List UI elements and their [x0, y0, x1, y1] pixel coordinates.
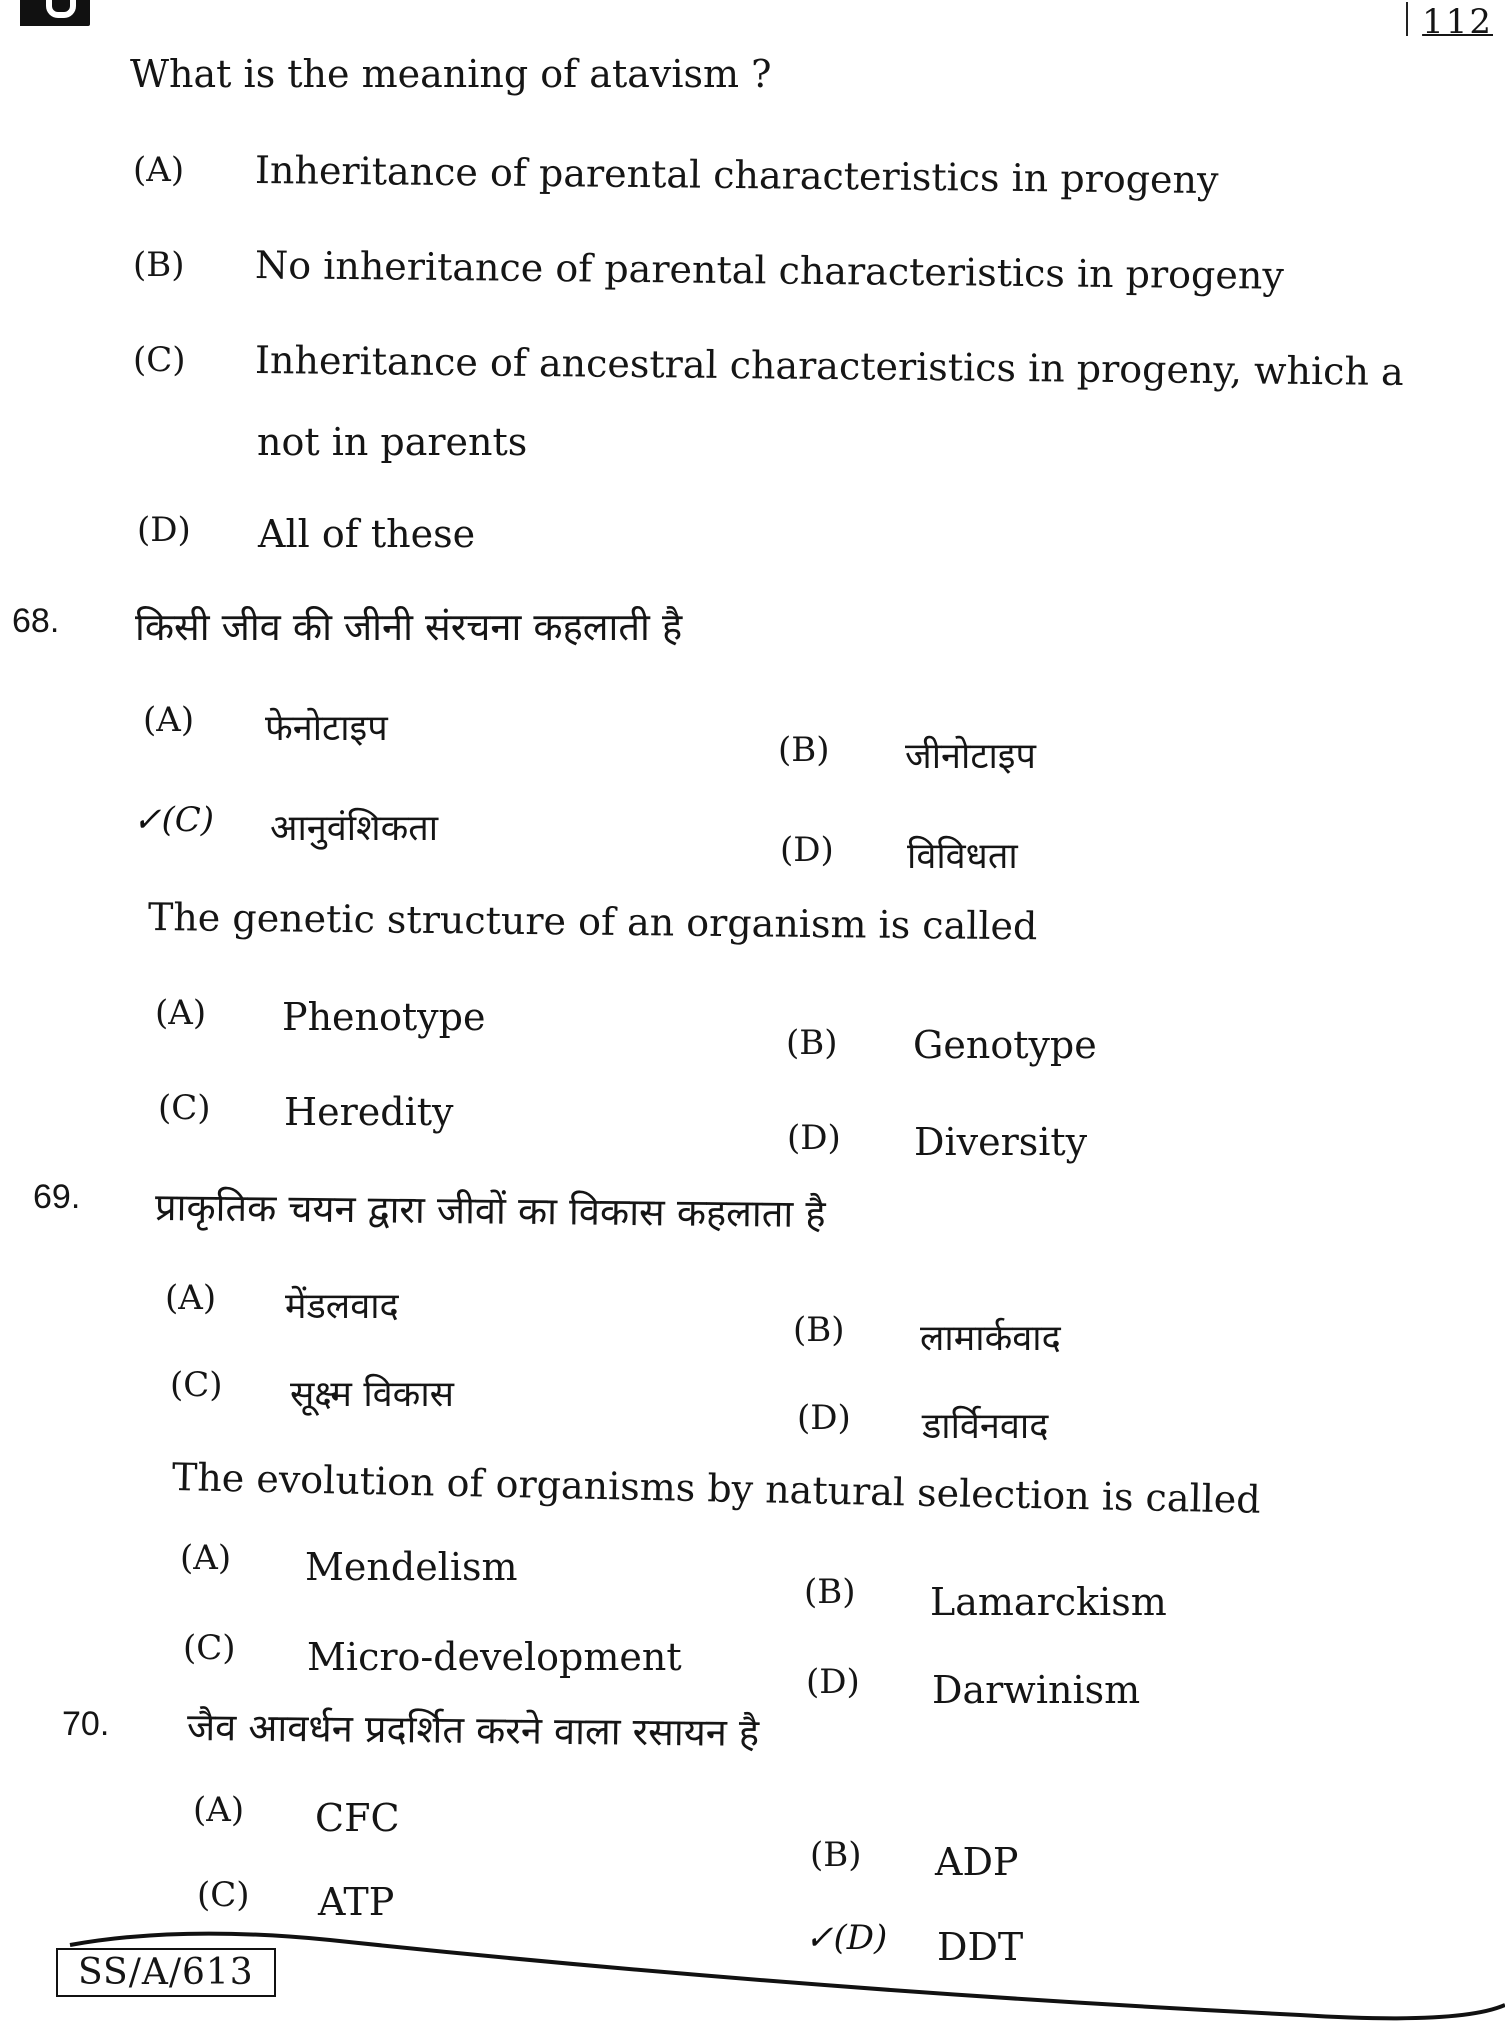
- q68-hi-option-b-text: जीनोटाइप: [905, 736, 1036, 777]
- q69-hi-option-b-text: लामार्कवाद: [920, 1318, 1061, 1359]
- q68-hi-option-c-label-marked: ✓(C): [133, 800, 215, 840]
- divider: [1406, 2, 1408, 36]
- q68-hi-option-d-text: विविधता: [907, 836, 1018, 877]
- q68-en-option-a-text: Phenotype: [282, 995, 486, 1039]
- q69-en-option-d-text: Darwinism: [932, 1668, 1141, 1712]
- question-69-text-en: The evolution of organisms by natural selection is called: [171, 1455, 1262, 1522]
- question-69-number: 69.: [33, 1178, 81, 1216]
- q68-hi-option-a-text: फेनोटाइप: [265, 708, 388, 749]
- q70-option-a-label: (A): [193, 1790, 245, 1830]
- q67-option-c-label: (C): [133, 340, 186, 380]
- q68-en-option-c-text: Heredity: [284, 1090, 454, 1134]
- question-69-text-hi: प्राकृतिक चयन द्वारा जीवों का विकास कहलाता है: [154, 1185, 826, 1237]
- q70-option-b-label: (B): [810, 1835, 862, 1875]
- tick-mark-icon: ✓: [805, 1918, 834, 1958]
- question-68-text-hi: किसी जीव की जीनी संरचना कहलाती है: [135, 605, 683, 649]
- q68-en-option-b-label: (B): [786, 1023, 838, 1063]
- page-number: 112: [1406, 2, 1493, 42]
- q70-option-b-text: ADP: [935, 1840, 1019, 1884]
- q68-hi-option-c-text: आनुवंशिकता: [270, 808, 439, 849]
- q69-hi-option-c-text: सूक्ष्म विकास: [290, 1374, 454, 1415]
- q68-hi-option-d-label: (D): [780, 830, 834, 870]
- q67-option-c-text-line2: not in parents: [257, 420, 528, 464]
- q69-en-option-d-label: (D): [806, 1662, 860, 1702]
- section-corner-tab: [20, 0, 90, 26]
- q67-option-b-label: (B): [133, 245, 185, 285]
- paper-code-box: SS/A/613: [56, 1948, 276, 1997]
- q68-hi-option-a-label: (A): [143, 700, 195, 740]
- q67-option-a-label: (A): [133, 150, 185, 190]
- q69-en-option-a-text: Mendelism: [305, 1545, 518, 1589]
- q69-en-option-a-label: (A): [180, 1538, 232, 1578]
- q67-option-d-text: All of these: [258, 512, 476, 556]
- q68-en-option-c-label: (C): [158, 1088, 211, 1128]
- q68-en-option-d-label: (D): [787, 1118, 841, 1158]
- q69-hi-option-a-text: मेंडलवाद: [285, 1286, 399, 1327]
- q69-hi-option-b-label: (B): [793, 1310, 845, 1350]
- q70-option-a-text: CFC: [315, 1796, 400, 1840]
- q67-option-a-text: Inheritance of parental characteristics in progeny: [254, 148, 1219, 203]
- q69-hi-option-d-text: डार्विनवाद: [922, 1406, 1049, 1447]
- q69-hi-option-c-label: (C): [170, 1365, 223, 1405]
- q67-option-b-text: No inheritance of parental characteristics in progeny: [254, 243, 1285, 298]
- q68-en-option-b-text: Genotype: [913, 1023, 1097, 1067]
- q69-hi-option-a-label: (A): [165, 1278, 217, 1318]
- q70-option-d-label-marked: ✓(D): [805, 1918, 888, 1958]
- q69-en-option-b-label: (B): [804, 1572, 856, 1612]
- q68-en-option-d-text: Diversity: [914, 1120, 1088, 1164]
- q70-option-c-label: (C): [197, 1875, 250, 1915]
- q69-hi-option-d-label: (D): [797, 1398, 851, 1438]
- q69-en-option-c-text: Micro-development: [307, 1635, 682, 1679]
- q68-hi-option-b-label: (B): [778, 730, 830, 770]
- q69-en-option-b-text: Lamarckism: [930, 1580, 1167, 1624]
- question-70-number: 70.: [62, 1705, 110, 1743]
- q68-en-option-a-label: (A): [155, 993, 207, 1033]
- q67-option-d-label: (D): [137, 510, 191, 550]
- q70-option-d-text: DDT: [937, 1925, 1024, 1969]
- q69-en-option-c-label: (C): [183, 1628, 236, 1668]
- question-70-text-hi: जैव आवर्धन प्रदर्शित करने वाला रसायन है: [186, 1705, 760, 1755]
- q70-option-c-text: ATP: [318, 1880, 395, 1924]
- question-68-number: 68.: [12, 602, 60, 640]
- question-68-text-en: The genetic structure of an organism is called: [147, 895, 1038, 949]
- question-67-text: What is the meaning of atavism ?: [130, 52, 772, 96]
- tick-mark-icon: ✓: [133, 800, 162, 840]
- q67-option-c-text: Inheritance of ancestral characteristics in progeny, which a: [254, 338, 1404, 395]
- corner-tab-glyph: [46, 0, 76, 18]
